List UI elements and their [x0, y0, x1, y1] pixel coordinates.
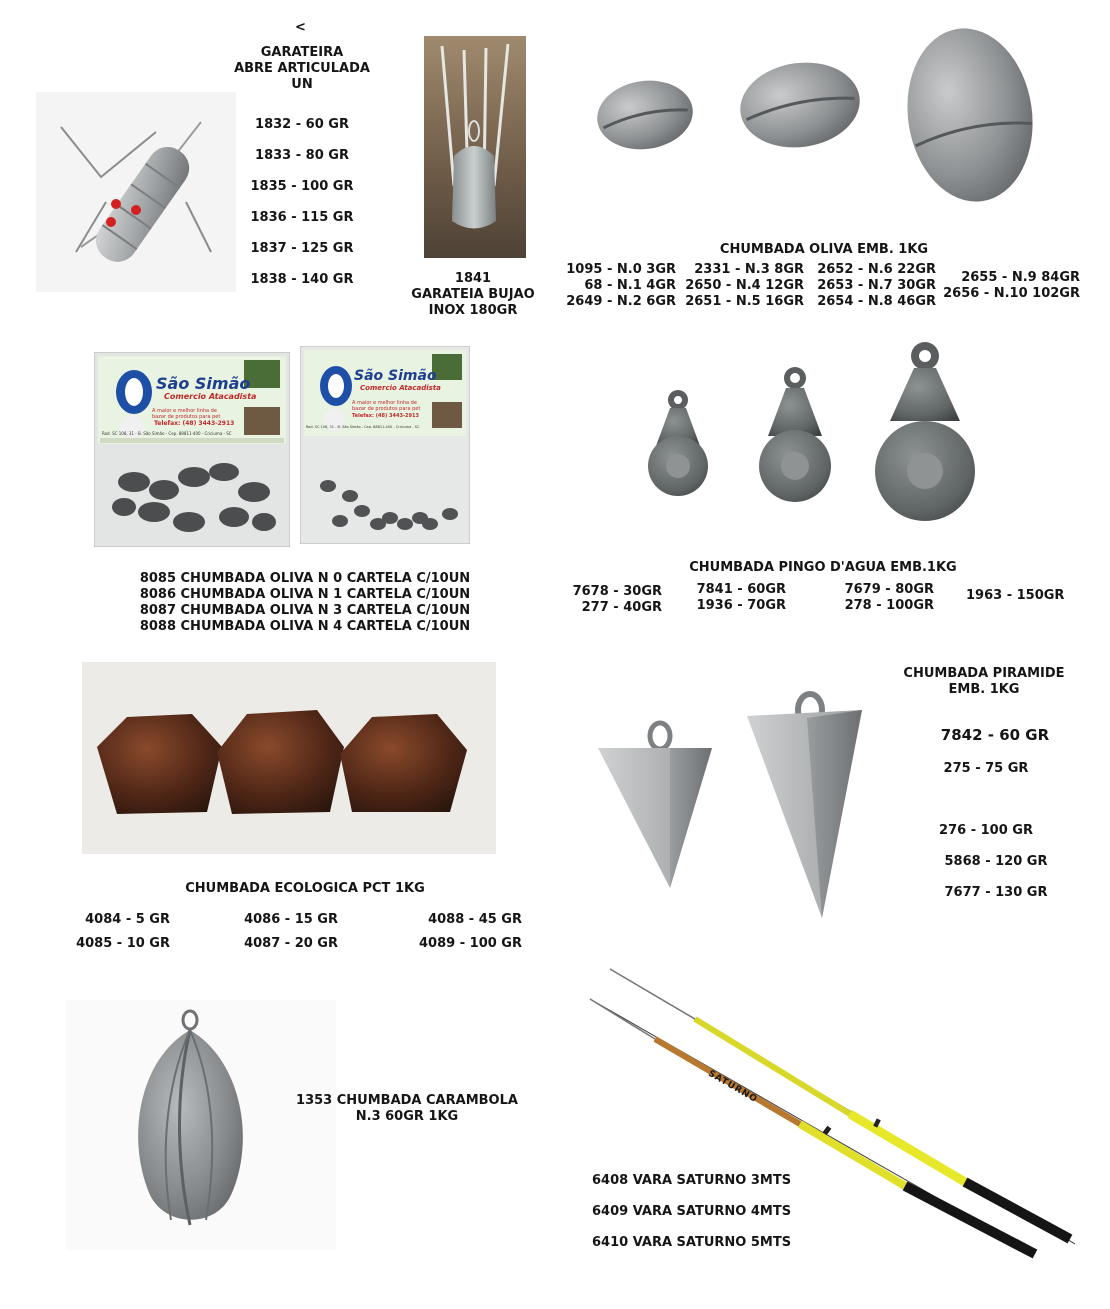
pack-tagline-2: bazar de produtos para pet [352, 406, 421, 412]
garateia-bujao-photo [424, 36, 526, 258]
pack-tagline: A maior e melhor linha de [352, 400, 417, 406]
garateira-title: GARATEIRA ABRE ARTICULADA UN [234, 45, 370, 92]
pack-subtitle: Comercio Atacadista [164, 392, 257, 401]
oliva-col-1: 1095 - N.0 3GR 68 - N.1 4GR 2649 - N.2 6GR [566, 262, 676, 309]
pingo-col-3: 7679 - 80GR 278 - 100GR [844, 582, 934, 613]
pack-brand: São Simão [354, 368, 437, 384]
ecologica-col-c: 4088 - 45 GR 4089 - 100 GR [419, 912, 522, 951]
garateira-item: 1832 - 60 GR [255, 117, 349, 132]
ecologica-col-b: 4086 - 15 GR 4087 - 20 GR [244, 912, 338, 951]
packs-caption: 8085 CHUMBADA OLIVA N 0 CARTELA C/10UN 8086 CHUMBADA OLIVA N 1 CARTELA C/10UN 8087 CHUMBADA OLIVA N 3 CARTELA C/10UN 8088 CHUMBADA OLIVA N 4 CARTELA C/10UN [139, 571, 471, 634]
garateira-item: 1836 - 115 GR [250, 210, 354, 225]
oliva-col-4: 2655 - N.9 84GR 2656 - N.10 102GR [943, 270, 1080, 301]
rod-brand-text: SATURNO [706, 1068, 760, 1106]
piramide-title: CHUMBADA PIRAMIDE EMB. 1KG [903, 666, 1065, 697]
ecologica-photo [82, 662, 496, 854]
oliva-col-3: 2652 - N.6 22GR 2653 - N.7 30GR 2654 - N.8 46GR [817, 262, 936, 309]
piramide-item: 275 - 75 GR [943, 761, 1029, 776]
garateira-item: 1833 - 80 GR [255, 148, 349, 163]
vara-item: 6408 VARA SATURNO 3MTS [592, 1173, 792, 1188]
marker-glyph: < [295, 20, 306, 35]
pingo-col-4: 1963 - 150GR [966, 588, 1065, 603]
bujao-caption: 1841 GARATEIA BUJAO INOX 180GR [411, 271, 535, 318]
pack-subtitle: Comercio Atacadista [360, 384, 441, 392]
ecologica-col-a: 4084 - 5 GR 4085 - 10 GR [76, 912, 170, 951]
ecologica-title: CHUMBADA ECOLOGICA PCT 1KG [185, 881, 425, 896]
garateira-photo [36, 92, 236, 292]
pack-brand: São Simão [156, 374, 251, 393]
piramide-photo [592, 688, 892, 928]
carambola-photo [66, 1000, 336, 1250]
vara-item: 6410 VARA SATURNO 5MTS [592, 1235, 792, 1250]
pack-tagline: A maior e melhor linha de [152, 408, 217, 414]
pingo-title: CHUMBADA PINGO D'AGUA EMB.1KG [689, 560, 957, 575]
pack-phone: Telefax: (48) 3443-2913 [154, 420, 235, 427]
oliva-col-2: 2331 - N.3 8GR 2650 - N.4 12GR 2651 - N.5 16GR [685, 262, 804, 309]
pingo-col-2: 7841 - 60GR 1936 - 70GR [696, 582, 786, 613]
piramide-item: 5868 - 120 GR [944, 854, 1048, 869]
oliva-sinkers-photo [590, 20, 1050, 240]
garateira-item: 1835 - 100 GR [250, 179, 354, 194]
pack-oliva-small-photo [300, 346, 470, 544]
carambola-caption: 1353 CHUMBADA CARAMBOLA N.3 60GR 1KG [296, 1093, 518, 1124]
vara-item: 6409 VARA SATURNO 4MTS [592, 1204, 792, 1219]
pingo-dagua-photo [640, 336, 980, 558]
garateira-item: 1838 - 140 GR [250, 272, 354, 287]
piramide-item: 7842 - 60 GR [940, 726, 1050, 744]
pack-phone: Telefax: (48) 3443-2913 [352, 413, 419, 419]
pack-oliva-photo [94, 352, 290, 547]
pack-tagline-2: bazar de produtos para pet [152, 414, 221, 420]
piramide-item: 7677 - 130 GR [944, 885, 1048, 900]
pack-address: Rod. SC 108, 31 - B. São Simão - Cep. 88811-400 - Criciuma - SC [306, 425, 420, 429]
pingo-col-1: 7678 - 30GR 277 - 40GR [572, 584, 662, 615]
piramide-item: 276 - 100 GR [939, 823, 1033, 838]
pack-address: Rod. SC 108, 31 - B. São Simão - Cep. 88811-400 - Criciuma - SC [102, 431, 232, 436]
oliva-title: CHUMBADA OLIVA EMB. 1KG [719, 242, 929, 257]
garateira-item: 1837 - 125 GR [250, 241, 354, 256]
